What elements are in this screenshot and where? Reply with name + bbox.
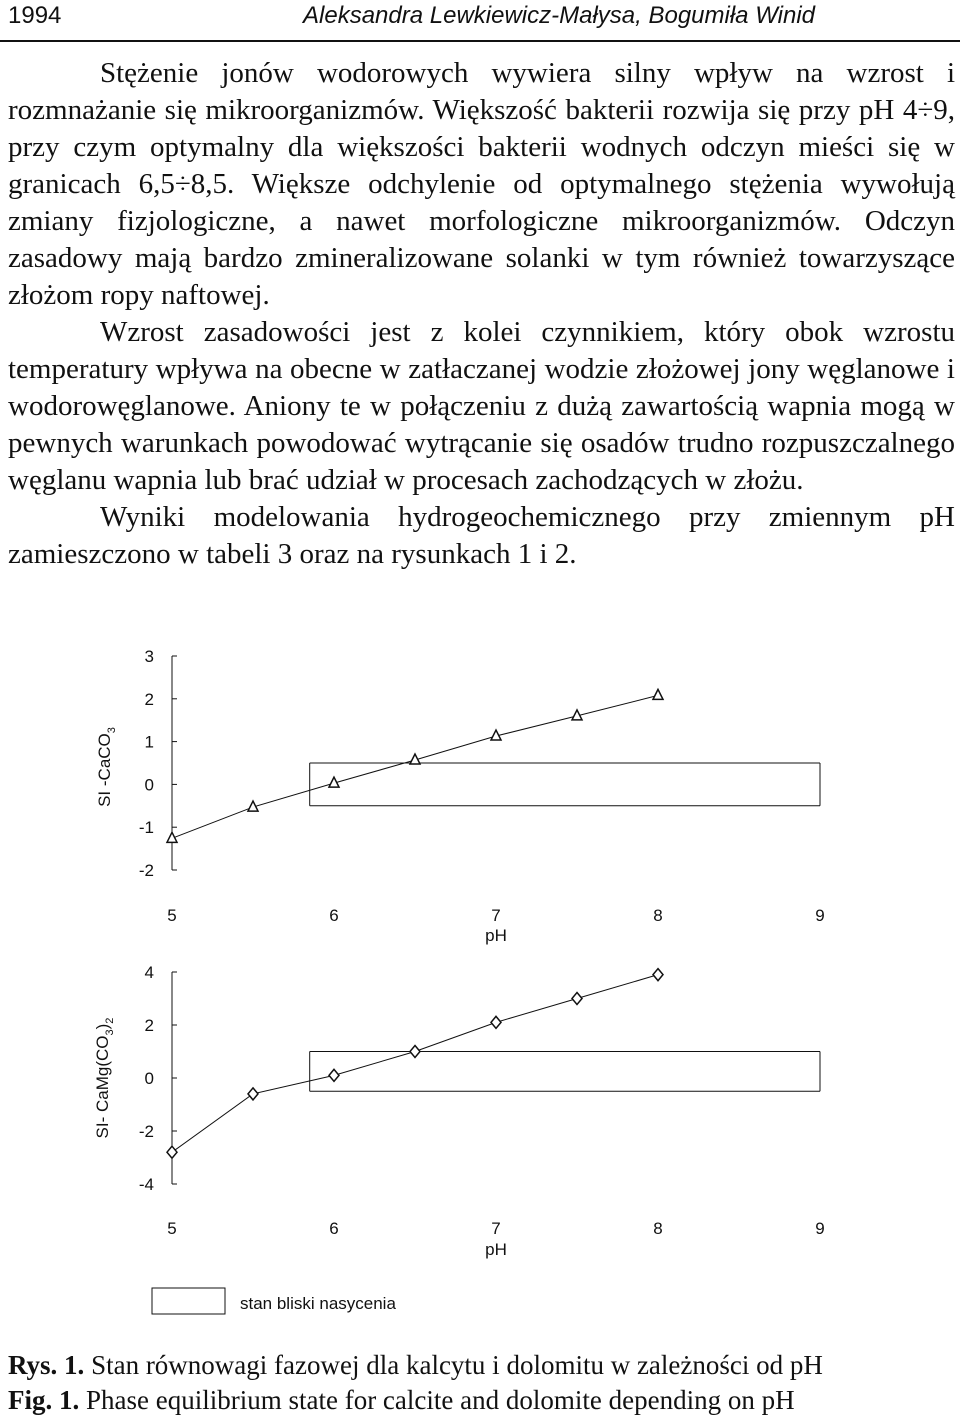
y-tick-label: -1 bbox=[138, 818, 154, 838]
x-axis-label: pH bbox=[485, 1240, 507, 1259]
x-axis-label: pH bbox=[485, 926, 507, 945]
paragraph: Stężenie jonów wodorowych wywiera silny wpływ na wzrost i rozmnażanie się mikroorganizmów. Większość bakterii rozwija się przy pH 4÷9, przy czym optymalny dla większości bakterii wodnych odczyn mieści się w granicach 6,5÷8,5. Większe odchylenie od optymalnego stężenia wywołują zmiany fizjologiczne, a nawet morfologiczne mikroorganizmów. Odczyn zasadowy mają bardzo zmineralizowane solanki w tym również towarzyszące złożom ropy naftowej. bbox=[8, 57, 955, 311]
x-tick-label: 8 bbox=[653, 1219, 663, 1238]
x-tick-label: 6 bbox=[329, 1219, 339, 1238]
y-tick-label: 2 bbox=[144, 1016, 154, 1035]
x-tick-label: 6 bbox=[329, 906, 339, 925]
dolomite-si-chart bbox=[0, 945, 960, 1275]
caption-pl bbox=[8, 1350, 823, 1381]
x-tick-label: 5 bbox=[167, 1219, 177, 1238]
caption-en-prefix: Fig. 1. bbox=[8, 1385, 80, 1415]
caption-pl-text: Stan równowagi fazowej dla kalcytu i dolomitu w zależności od pH bbox=[84, 1350, 823, 1380]
y-tick-label: 0 bbox=[144, 775, 154, 795]
y-tick-label: -2 bbox=[138, 861, 154, 880]
y-tick-label: 1 bbox=[144, 732, 154, 752]
x-tick-label: 9 bbox=[815, 906, 825, 925]
x-tick-label: 7 bbox=[491, 1219, 501, 1238]
data-point-diamond bbox=[167, 1146, 177, 1158]
running-head-authors: Aleksandra Lewkiewicz-Małysa, Bogumiła Winid bbox=[303, 2, 815, 29]
y-tick-label: -4 bbox=[138, 1175, 154, 1194]
legend bbox=[0, 1280, 960, 1330]
x-tick-label: 9 bbox=[815, 1219, 825, 1238]
data-point-diamond bbox=[248, 1088, 258, 1100]
x-tick-label: 5 bbox=[167, 906, 177, 925]
paragraph: Wyniki modelowania hydrogeochemicznego przy zmiennym pH zamieszczono w tabeli 3 oraz na rysunkach 1 i 2. bbox=[8, 501, 955, 570]
y-tick-label: -2 bbox=[138, 1122, 154, 1141]
page-number: 1994 bbox=[8, 2, 62, 29]
caption-en-text: Phase equilibrium state for calcite and dolomite depending on pH bbox=[79, 1385, 795, 1415]
y-axis-label: SI- $CaMg(CO_3)_2$ bbox=[93, 1017, 116, 1139]
data-point-diamond bbox=[491, 1016, 501, 1028]
series-line bbox=[172, 695, 658, 838]
calcite-si-chart bbox=[0, 630, 960, 950]
y-tick-label: 4 bbox=[144, 963, 154, 982]
data-point-diamond bbox=[572, 993, 582, 1005]
body-text bbox=[8, 55, 955, 573]
y-tick-label: 2 bbox=[144, 689, 154, 709]
x-tick-label: 7 bbox=[491, 906, 501, 925]
paragraph: Wzrost zasadowości jest z kolei czynnikiem, który obok wzrostu temperatury wpływa na obecne w zatłaczanej wodzie złożowej jony węglanowe i wodorowęglanowe. Aniony te w połączeniu z dużą zawartością wapnia mogą w pewnych warunkach powodować wytrącanie się osadów trudno rozpuszczalnego węglanu wapnia lub brać udział w procesach zachodzących w złożu. bbox=[8, 316, 955, 496]
caption-en bbox=[8, 1385, 795, 1416]
page-header bbox=[0, 0, 960, 42]
x-tick-label: 8 bbox=[653, 906, 663, 925]
series-line bbox=[172, 975, 658, 1153]
legend-label: stan bliski nasycenia bbox=[240, 1294, 396, 1313]
data-point-diamond bbox=[653, 969, 663, 981]
y-axis-label: SI -CaCO$_3$ bbox=[95, 727, 118, 807]
data-point-diamond bbox=[410, 1046, 420, 1058]
data-point-triangle bbox=[653, 689, 663, 699]
caption-pl-prefix: Rys. 1. bbox=[8, 1350, 85, 1380]
y-tick-label: 3 bbox=[144, 647, 154, 666]
y-tick-label: 0 bbox=[144, 1069, 154, 1088]
data-point-diamond bbox=[329, 1069, 339, 1081]
legend-swatch bbox=[152, 1288, 225, 1314]
